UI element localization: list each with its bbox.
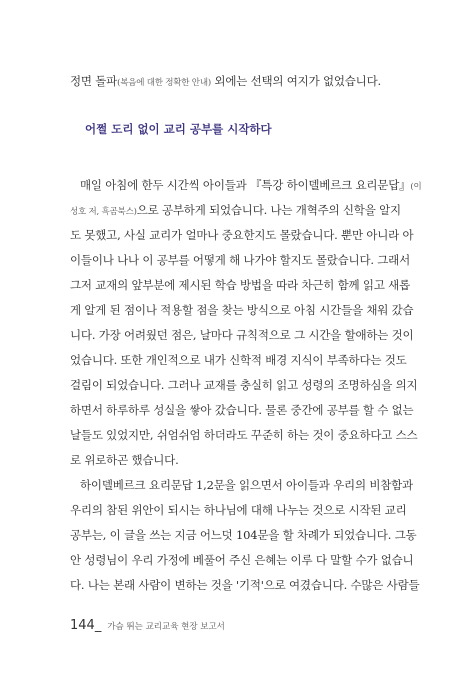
page-footer (70, 614, 225, 633)
intro-paren-note: (복음에 대한 정확한 안내) (117, 78, 211, 88)
para2-line-4: 안 성령님이 우리 가정에 베풀어 주신 은혜는 이루 다 말할 수가 없습니 (70, 553, 414, 567)
para2-line-2: 우리의 참된 위안이 되시는 하나님에 대해 나누는 것으로 시작된 교리 (70, 503, 407, 517)
para1-line-7: 니다. 가장 어려웠던 점은, 날마다 규칙적으로 그 시간을 할애하는 것이 (70, 328, 414, 342)
para1-line-8: 었습니다. 또한 개인적으로 내가 신학적 배경 지식이 부족하다는 것도 (70, 353, 407, 367)
intro-text-before: 정면 돌파 (70, 74, 118, 88)
para1-line-5: 그저 교재의 앞부분에 제시된 학습 방법을 따라 차근히 함께 읽고 새롭 (70, 278, 411, 292)
para1-line2-paren: 성호 저, 흑곰북스) (70, 207, 137, 217)
para2-line-5: 다. 나는 본래 사람이 변하는 것을 '기적'으로 여겼습니다. 수많은 사람들 (70, 578, 420, 592)
para1-line-3: 도 못했고, 사실 교리가 얼마나 중요한지도 몰랐습니다. 뿐만 아니라 아 (70, 228, 414, 242)
page-number: 144_ (70, 618, 102, 633)
para2-line-3: 공부는, 이 글을 쓰는 지금 어느덧 104문을 할 차례가 되었습니다. 그동 (70, 528, 417, 542)
para1-line-12: 로 위로하곤 했습니다. (70, 453, 179, 467)
para1-line2-text: 으로 공부하게 되었습니다. 나는 개혁주의 신학을 알지 (136, 203, 401, 217)
para1-line-4: 이들이나 나나 이 공부를 어떻게 해 나가야 할지도 몰랐습니다. 그래서 (70, 253, 411, 267)
para1-line-1 (80, 178, 422, 194)
para1-line-2 (70, 203, 410, 219)
para1-line-10: 하면서 하루하루 성실을 쌓아 갔습니다. 물론 중간에 공부를 할 수 없는 (70, 403, 414, 417)
para1-line1-paren: (이 (410, 182, 422, 192)
section-heading: 어쩔 도리 없이 교리 공부를 시작하다 (85, 122, 272, 136)
para2-line-1: 하이델베르크 요리문답 1,2문을 읽으면서 아이들과 우리의 비참함과 (80, 478, 413, 492)
intro-text-after: 외에는 선택의 여지가 없었습니다. (210, 74, 381, 88)
para1-line-6: 게 알게 된 점이나 적용할 점을 찾는 방식으로 아침 시간들을 채워 갔습 (70, 303, 414, 317)
intro-line (70, 74, 410, 90)
para1-line-9: 걸림이 되었습니다. 그러나 교재를 충실히 읽고 성령의 조명하심을 의지 (70, 378, 418, 392)
running-title: 가슴 뛰는 교리교육 현장 보고서 (107, 622, 225, 632)
para1-line-11: 날들도 있었지만, 쉬엄쉬엄 하더라도 꾸준히 하는 것이 중요하다고 스스 (70, 428, 418, 442)
para1-line1-text: 매일 아침에 한두 시간씩 아이들과 『특강 하이델베르크 요리문답』 (80, 178, 411, 192)
